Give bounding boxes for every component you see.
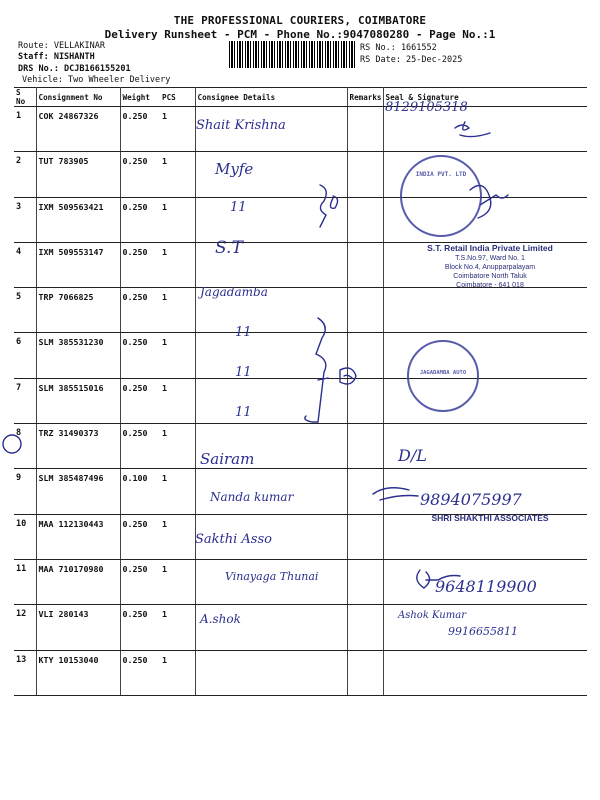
consignee-handwriting-12: Vinayaga Thunai	[225, 570, 319, 583]
row-pcs: 1	[160, 333, 195, 378]
consignee-handwriting-5: Jagadamba	[200, 285, 268, 299]
row-sno: 9	[14, 469, 36, 514]
row-sno: 5	[14, 288, 36, 333]
consignee-handwriting-7: 11	[235, 365, 252, 380]
row-sno: 1	[14, 107, 36, 152]
consignee-handwriting-10: Nanda kumar	[210, 490, 294, 504]
col-pcs: PCS	[160, 88, 195, 107]
st-retail-seal	[400, 244, 580, 290]
staff-label: Staff: NISHANTH	[18, 52, 95, 62]
consignee-handwriting-8: 11	[235, 405, 252, 420]
row-weight: 0.250	[120, 378, 160, 423]
st-retail-line3: Coimbatore North Taluk	[453, 273, 527, 280]
row-weight: 0.250	[120, 152, 160, 197]
drs-number: DRS No.: DCJB166155201	[18, 64, 131, 74]
row-consignment-no: TRZ 31490373	[36, 424, 120, 469]
row-weight: 0.250	[120, 197, 160, 242]
consignee-scribble-7	[340, 368, 356, 384]
col-remarks: Remarks	[347, 88, 383, 107]
row-pcs: 1	[160, 605, 195, 650]
col-weight: Weight	[120, 88, 160, 107]
col-seal: Seal & Signature	[383, 88, 587, 107]
row-pcs: 1	[160, 559, 195, 604]
rs-date: RS Date: 25-Dec-2025	[360, 55, 463, 65]
vehicle-label: Vehicle: Two Wheeler Delivery	[22, 75, 171, 85]
row-consignment-no: IXM 509563421	[36, 197, 120, 242]
row-consignment-no: SLM 385531230	[36, 333, 120, 378]
row-weight: 0.250	[120, 605, 160, 650]
row-pcs: 1	[160, 152, 195, 197]
row-sno: 3	[14, 197, 36, 242]
row-weight: 0.250	[120, 650, 160, 695]
signature-phone-13: 9916655811	[448, 625, 518, 638]
signature-row-1	[455, 122, 490, 137]
row-sno: 4	[14, 242, 36, 287]
consignee-handwriting-6: 11	[235, 325, 252, 340]
row-consignment-no: MAA 112130443	[36, 514, 120, 559]
signature-phone-12: 9648119900	[435, 577, 537, 596]
row-sno: 2	[14, 152, 36, 197]
signature-row-10	[373, 488, 418, 500]
row-pcs: 1	[160, 514, 195, 559]
remark-handwriting-9: D/L	[398, 446, 427, 465]
row-sno: 11	[14, 559, 36, 604]
consignee-handwriting-13: A.shok	[200, 612, 241, 626]
row-weight: 0.100	[120, 469, 160, 514]
row-pcs: 1	[160, 107, 195, 152]
consignee-handwriting-2: Myfe	[215, 160, 254, 178]
jagadamba-stamp	[407, 340, 479, 412]
row-consignment-no: MAA 710170980	[36, 559, 120, 604]
st-retail-line4: Coimbatore - 641 018	[456, 282, 524, 289]
consignee-handwriting-9: Sairam	[200, 450, 255, 468]
row-weight: 0.250	[120, 514, 160, 559]
row-pcs: 1	[160, 650, 195, 695]
row-pcs: 1	[160, 288, 195, 333]
row-consignment-no: SLM 385487496	[36, 469, 120, 514]
jagadamba-stamp-text: JAGADAMBA AUTO	[419, 370, 467, 376]
st-retail-line2: Block No.4, Anupparpalayam	[444, 264, 536, 271]
row-consignment-no: TRP 7066825	[36, 288, 120, 333]
row-weight: 0.250	[120, 333, 160, 378]
signature-phone-10: 9894075997	[420, 490, 522, 509]
row-consignment-no: COK 24867326	[36, 107, 120, 152]
row-sno: 7	[14, 378, 36, 423]
row-sno: 13	[14, 650, 36, 695]
row-consignment-no: SLM 385515016	[36, 378, 120, 423]
india-pvt-stamp	[400, 155, 482, 237]
row-pcs: 1	[160, 424, 195, 469]
row-weight: 0.250	[120, 424, 160, 469]
runsheet-subtitle: Delivery Runsheet - PCM - Phone No.:9047080280 - Page No.:1	[104, 28, 496, 41]
col-consignee: Consignee Details	[195, 88, 347, 107]
india-pvt-stamp-text: INDIA PVT. LTD	[415, 171, 467, 178]
consignee-handwriting-11: Sakthi Asso	[195, 532, 272, 547]
col-consignment: Consignment No	[36, 88, 120, 107]
row-pcs: 1	[160, 242, 195, 287]
row-sno: 6	[14, 333, 36, 378]
consignee-handwriting-1: Shait Krishna	[196, 118, 286, 133]
company-title: THE PROFESSIONAL COURIERS, COIMBATORE	[173, 14, 427, 27]
row-weight: 0.250	[120, 559, 160, 604]
consignee-scribble-3	[320, 185, 338, 227]
shakthi-name: SHRI SHAKTHI ASSOCIATES	[431, 513, 549, 523]
row-pcs: 1	[160, 469, 195, 514]
consignee-handwriting-3: 11	[230, 200, 247, 215]
route-label: Route: VELLAKINAR	[18, 41, 105, 51]
st-retail-name: S.T. Retail India Private Limited	[427, 243, 553, 253]
row-weight: 0.250	[120, 107, 160, 152]
col-sno: S No	[14, 88, 36, 107]
signature-name-13: Ashok Kumar	[398, 610, 466, 621]
st-retail-line1: T.S.No.97, Ward No. 1	[455, 255, 525, 262]
row-consignment-no: TUT 783905	[36, 152, 120, 197]
row-sno: 8	[14, 424, 36, 469]
row-weight: 0.250	[120, 288, 160, 333]
row-consignment-no: IXM 509553147	[36, 242, 120, 287]
row-pcs: 1	[160, 378, 195, 423]
signature-row-12	[417, 570, 460, 588]
row-consignment-no: KTY 10153040	[36, 650, 120, 695]
signature-phone-1: 8129105318	[385, 100, 468, 115]
ditto-bracket-6-8	[305, 318, 328, 422]
consignee-handwriting-4: S.T	[215, 238, 243, 258]
row-sno: 10	[14, 514, 36, 559]
row-weight: 0.250	[120, 242, 160, 287]
row-9-circle-mark	[3, 435, 21, 453]
row-sno: 12	[14, 605, 36, 650]
shakthi-seal	[400, 514, 580, 524]
rs-number: RS No.: 1661552	[360, 43, 437, 53]
row-pcs: 1	[160, 197, 195, 242]
row-consignment-no: VLI 280143	[36, 605, 120, 650]
